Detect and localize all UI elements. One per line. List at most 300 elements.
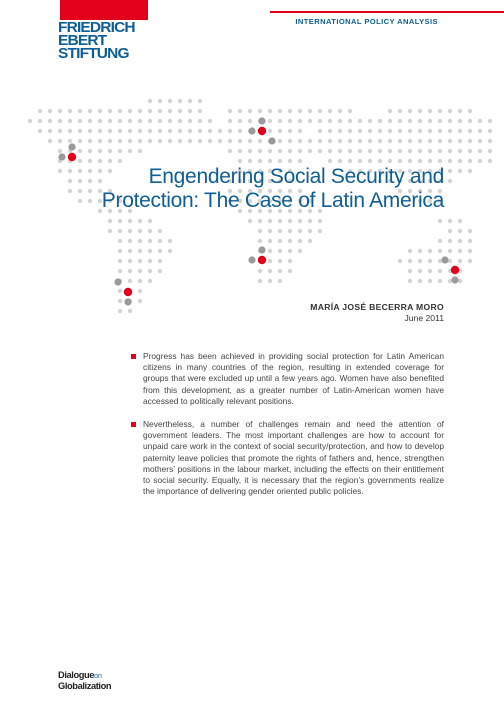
map-dot [278,139,282,143]
map-dot [398,159,402,163]
map-dot [238,139,242,143]
map-dot [278,239,282,243]
map-dot [418,139,422,143]
map-dot [268,119,272,123]
map-dot [28,119,32,123]
map-dot [458,119,462,123]
map-dot [398,109,402,113]
map-dot [148,279,152,283]
map-dot [158,269,162,273]
map-dot [238,159,242,163]
map-dot [388,139,392,143]
map-dot [468,169,472,173]
map-dot [158,239,162,243]
map-dot [448,119,452,123]
map-dot [138,259,142,263]
map-dot [128,129,132,133]
map-dot [268,129,272,133]
map-dot [88,149,92,153]
map-dot [248,149,252,153]
map-dot [358,159,362,163]
map-dot [428,119,432,123]
map-dot [178,99,182,103]
map-dot [478,139,482,143]
map-dot [448,129,452,133]
map-dot [138,289,142,293]
map-dot [438,269,442,273]
map-dot [298,239,302,243]
map-dot [458,139,462,143]
map-dot [458,159,462,163]
map-dot [488,129,492,133]
map-dot [218,129,222,133]
map-dot [38,119,42,123]
map-dot [78,119,82,123]
map-dot [128,109,132,113]
map-dot [388,119,392,123]
map-dot [378,129,382,133]
map-dot [438,159,442,163]
map-dot [388,109,392,113]
map-accent-dot [58,153,65,160]
map-dot [308,229,312,233]
map-dot [178,129,182,133]
map-dot [248,119,252,123]
map-dot [118,309,122,313]
map-dot [268,109,272,113]
map-marker-dot [258,127,266,135]
map-dot [308,119,312,123]
map-dot [438,239,442,243]
map-dot [158,129,162,133]
map-dot [98,139,102,143]
map-dot [298,109,302,113]
map-dot [148,99,152,103]
map-dot [228,119,232,123]
map-dot [198,129,202,133]
map-dot [138,129,142,133]
map-dot [118,119,122,123]
map-dot [108,219,112,223]
map-dot [368,129,372,133]
map-dot [198,99,202,103]
map-dot [208,129,212,133]
map-dot [168,249,172,253]
map-dot [418,109,422,113]
map-dot [398,149,402,153]
map-dot [448,179,452,183]
map-dot [428,259,432,263]
map-dot [288,139,292,143]
map-dot [248,109,252,113]
map-dot [408,129,412,133]
map-dot [468,229,472,233]
map-dot [318,149,322,153]
map-dot [88,129,92,133]
map-dot [318,139,322,143]
map-dot [248,219,252,223]
map-dot [78,109,82,113]
bullet-marker-icon [131,422,136,427]
map-dot [348,149,352,153]
publication-date: June 2011 [404,313,444,323]
map-dot [58,129,62,133]
map-dot [468,139,472,143]
map-dot [258,219,262,223]
map-dot [458,249,462,253]
map-dot [328,139,332,143]
map-dot [118,219,122,223]
map-dot [428,149,432,153]
map-dot [128,239,132,243]
map-dot [348,139,352,143]
map-dot [448,219,452,223]
map-dot [278,219,282,223]
map-dot [108,139,112,143]
map-dot [448,239,452,243]
map-dot [88,139,92,143]
map-dot [278,149,282,153]
map-dot [378,139,382,143]
map-dot [408,149,412,153]
map-dot [188,119,192,123]
map-dot [138,229,142,233]
map-dot [368,159,372,163]
map-dot [408,249,412,253]
map-dot [428,109,432,113]
map-dot [278,269,282,273]
map-dot [348,109,352,113]
map-dot [168,109,172,113]
map-dot [168,129,172,133]
map-dot [268,149,272,153]
map-dot [348,159,352,163]
map-dot [398,119,402,123]
map-marker-dot [68,153,76,161]
map-dot [438,219,442,223]
map-dot [278,109,282,113]
map-dot [278,249,282,253]
map-dot [208,139,212,143]
map-dot [188,129,192,133]
map-dot [478,119,482,123]
map-dot [298,249,302,253]
map-dot [318,219,322,223]
map-dot [218,139,222,143]
map-dot [148,239,152,243]
map-dot [258,269,262,273]
map-dot [48,109,52,113]
map-dot [228,129,232,133]
map-dot [298,229,302,233]
map-dot [288,269,292,273]
map-dot [238,149,242,153]
map-dot [348,129,352,133]
summary-bullet [131,351,444,407]
map-dot [138,219,142,223]
map-accent-dot [114,278,121,285]
map-dot [278,259,282,263]
logo-line-3: STIFTUNG [58,46,129,62]
map-dot [468,259,472,263]
map-dot [108,119,112,123]
map-dot [138,279,142,283]
map-dot [448,149,452,153]
map-dot [128,269,132,273]
map-dot [158,119,162,123]
page-title [40,165,444,213]
map-dot [118,249,122,253]
map-dot [208,119,212,123]
map-dot [458,109,462,113]
map-dot [398,129,402,133]
map-dot [138,299,142,303]
map-dot [488,149,492,153]
map-dot [418,129,422,133]
map-accent-dot [441,256,448,263]
map-dot [478,149,482,153]
map-dot [148,219,152,223]
map-dot [438,119,442,123]
map-dot [78,129,82,133]
map-dot [128,149,132,153]
map-dot [248,159,252,163]
footer-brand-part-3: Globalization [58,680,112,691]
map-dot [148,269,152,273]
map-accent-dot [248,256,255,263]
map-dot [168,139,172,143]
map-dot [338,119,342,123]
map-dot [428,159,432,163]
map-dot [98,159,102,163]
map-dot [358,149,362,153]
map-dot [258,239,262,243]
map-dot [468,239,472,243]
map-dot [268,219,272,223]
map-dot [288,149,292,153]
map-dot [148,119,152,123]
map-dot [488,159,492,163]
map-dot [148,259,152,263]
map-dot [298,129,302,133]
map-dot [408,159,412,163]
map-dot [448,109,452,113]
footer-brand-part-2: on [94,673,102,680]
map-dot [468,149,472,153]
map-dot [298,119,302,123]
map-dot [178,139,182,143]
map-dot [238,129,242,133]
map-dot [458,219,462,223]
footer-brand-part-1: Dialogue [58,670,95,680]
map-dot [98,129,102,133]
map-dot [168,99,172,103]
map-dot [318,129,322,133]
map-dot [268,249,272,253]
map-dot [228,139,232,143]
map-dot [258,149,262,153]
map-dot [308,139,312,143]
map-dot [408,259,412,263]
author-name: MARÍA JOSÉ BECERRA MORO [310,302,444,312]
map-dot [438,249,442,253]
map-dot [138,249,142,253]
map-dot [118,289,122,293]
map-dot [118,269,122,273]
map-dot [58,119,62,123]
map-dot [368,119,372,123]
map-dot [158,139,162,143]
map-dot [98,149,102,153]
map-dot [138,149,142,153]
map-dot [418,259,422,263]
map-dot [408,119,412,123]
map-dot [318,229,322,233]
map-dot [328,109,332,113]
map-dot [298,149,302,153]
map-dot [148,249,152,253]
map-dot [158,99,162,103]
map-dot [398,259,402,263]
map-dot [468,119,472,123]
map-dot [138,109,142,113]
map-dot [188,99,192,103]
map-accent-dot [258,246,265,253]
map-dot [38,129,42,133]
map-dot [158,259,162,263]
map-dot [338,149,342,153]
map-dot [288,239,292,243]
map-dot [468,109,472,113]
map-dot [458,259,462,263]
map-dot [228,149,232,153]
map-dot [478,129,482,133]
map-dot [148,129,152,133]
map-dot [118,109,122,113]
map-dot [268,269,272,273]
map-dot [118,139,122,143]
map-dot [128,219,132,223]
bullet-text: Progress has been achieved in providing social protection for Latin American citizens in many countries of the region, resulting in extended coverage for groups that were excluded up until a few years ago. Women have also benefited from this development, as a greater number of Latin-American women have accessed to politically relevant positions. [143,351,444,406]
map-dot [108,149,112,153]
map-dot [428,249,432,253]
dialogue-on-globalization-logo [58,671,111,691]
map-dot [78,139,82,143]
map-dot [128,249,132,253]
map-dot [78,159,82,163]
map-dot [438,279,442,283]
map-dot [238,109,242,113]
map-dot [128,309,132,313]
map-dot [378,149,382,153]
map-dot [128,229,132,233]
map-dot [88,109,92,113]
map-accent-dot [268,137,275,144]
map-marker-dot [258,256,266,264]
map-dot [428,269,432,273]
map-dot [78,149,82,153]
map-dot [328,149,332,153]
map-dot [288,259,292,263]
map-dot [68,109,72,113]
map-dot [278,279,282,283]
map-dot [458,149,462,153]
logo-line-1: FRIEDRICH [58,20,135,36]
map-dot [118,299,122,303]
map-dot [68,119,72,123]
map-accent-dot [451,276,458,283]
map-dot [388,129,392,133]
map-dot [118,239,122,243]
map-dot [128,119,132,123]
map-dot [438,149,442,153]
map-dot [298,159,302,163]
map-dot [438,129,442,133]
summary-bullets [131,351,444,509]
summary-bullet [131,419,444,497]
map-dot [98,109,102,113]
bullet-marker-icon [131,354,136,359]
map-accent-dot [68,143,75,150]
map-accent-dot [258,117,265,124]
map-dot [308,149,312,153]
map-dot [408,109,412,113]
map-dot [438,109,442,113]
map-dot [488,139,492,143]
title-line-1: Engendering Social Security and [148,165,444,188]
map-dot [288,129,292,133]
map-dot [108,129,112,133]
map-dot [278,159,282,163]
map-dot [448,169,452,173]
map-dot [458,239,462,243]
map-dot [248,139,252,143]
map-dot [98,119,102,123]
map-dot [338,129,342,133]
map-dot [148,109,152,113]
map-dot [128,279,132,283]
map-dot [308,219,312,223]
map-dot [168,239,172,243]
map-dot [378,119,382,123]
map-dot [58,109,62,113]
map-dot [178,119,182,123]
map-dot [118,259,122,263]
map-dot [408,269,412,273]
map-dot [448,139,452,143]
map-dot [138,239,142,243]
map-dot [138,119,142,123]
map-dot [418,119,422,123]
map-dot [298,139,302,143]
map-dot [128,139,132,143]
map-dot [118,159,122,163]
map-dot [338,109,342,113]
map-dot [308,239,312,243]
map-dot [268,259,272,263]
map-dot [148,229,152,233]
map-dot [288,219,292,223]
map-dot [328,119,332,123]
bullet-text: Nevertheless, a number of challenges remain and need the attention of government leaders. The most important challenges are how to account for unpaid care work in the context of social security/protection, and how to develop paternity leave policies that promote the rights of fathers and, hence, strengthen mothers’ positions in the labour market, including the effects on their entitlement to social security. Equally, it is necessary that the region’s governments realize the importance of delivering gender oriented public policies. [143,419,444,497]
map-dot [188,109,192,113]
map-dot [198,109,202,113]
map-dot [158,229,162,233]
map-dot [268,229,272,233]
map-dot [188,139,192,143]
map-dot [48,139,52,143]
map-dot [448,229,452,233]
